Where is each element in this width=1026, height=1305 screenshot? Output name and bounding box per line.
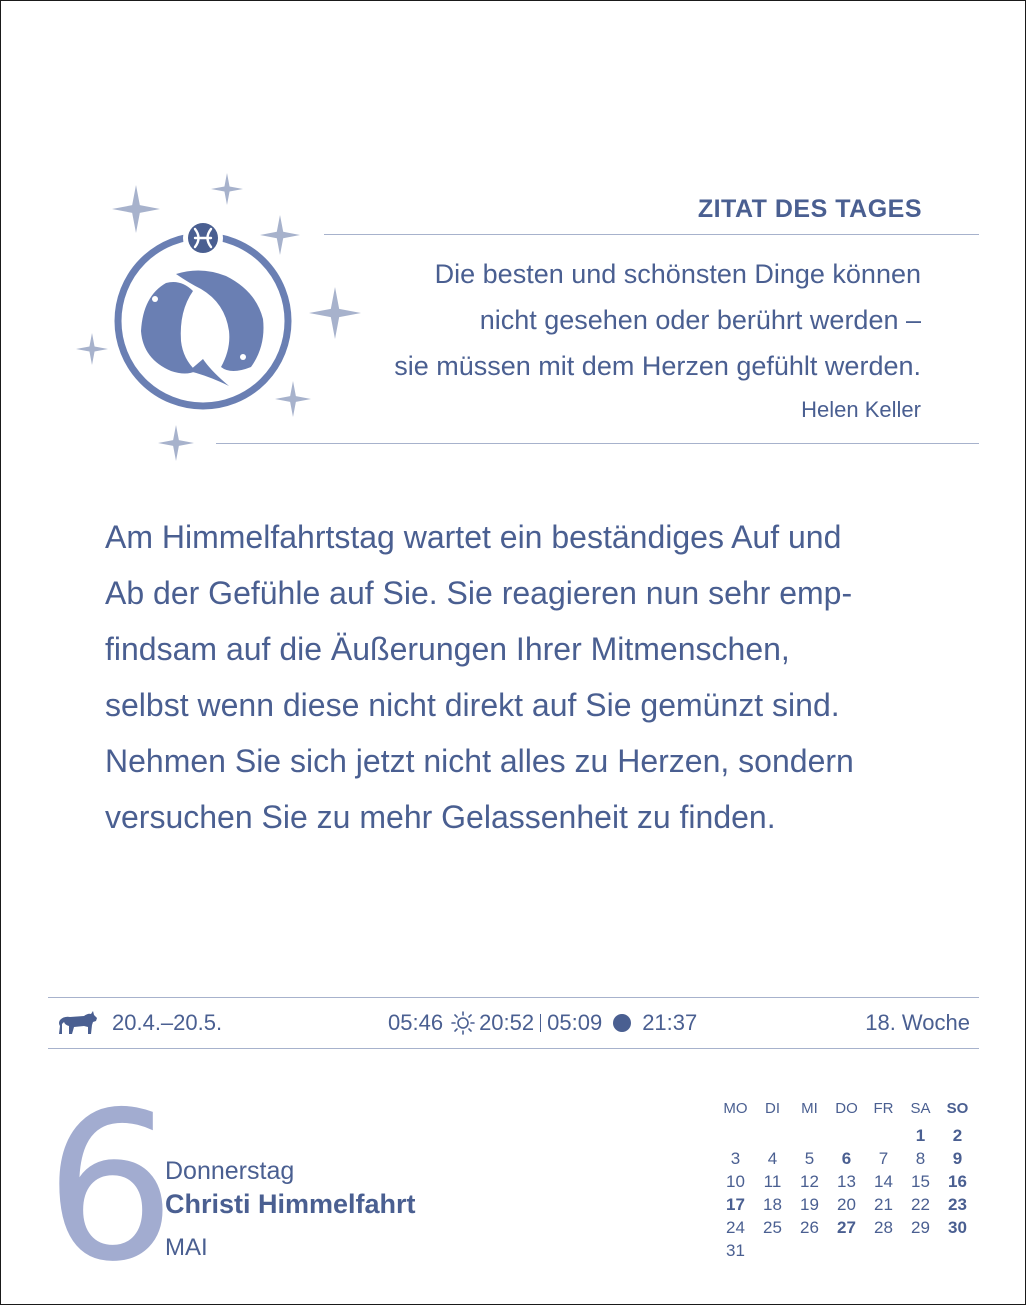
calendar-day: 30 [948, 1217, 967, 1237]
mini-calendar [717, 1096, 977, 1262]
weekday-header: DO [835, 1099, 858, 1117]
weekday: Donnerstag [165, 1157, 295, 1185]
calendar-week [717, 1147, 976, 1170]
calendar-day: 4 [767, 1148, 778, 1168]
calendar-day: 15 [911, 1171, 930, 1191]
moon-icon [610, 1011, 638, 1035]
moonset-time: 21:37 [642, 1010, 698, 1035]
calendar-day: 21 [874, 1194, 893, 1214]
info-bar [48, 1008, 970, 1040]
calendar-week [717, 1170, 976, 1193]
calendar-day [865, 1239, 902, 1262]
calendar-day [754, 1124, 791, 1147]
calendar-day: 27 [837, 1217, 856, 1237]
calendar-day: 12 [800, 1171, 819, 1191]
quote-text [281, 251, 921, 389]
calendar-day: 28 [874, 1217, 893, 1237]
quote-top-divider [324, 234, 979, 235]
calendar-day: 31 [726, 1240, 745, 1260]
calendar-day: 3 [730, 1148, 741, 1168]
calendar-day: 22 [911, 1194, 930, 1214]
calendar-day: 14 [874, 1171, 893, 1191]
calendar-day: 13 [837, 1171, 856, 1191]
holiday-name: Christi Himmelfahrt [165, 1189, 416, 1219]
calendar-day: 10 [726, 1171, 745, 1191]
horoscope-line: selbst wenn diese nicht direkt auf Sie gemünzt sind. [105, 687, 840, 723]
horoscope-line: Am Himmelfahrtstag wartet ein beständiges Auf und [105, 519, 842, 555]
quote-line: sie müssen mit dem Herzen gefühlt werden. [394, 351, 921, 381]
calendar-day: 7 [878, 1148, 889, 1168]
quote-line: Die besten und schönsten Dinge können [434, 259, 921, 289]
calendar-day [754, 1239, 791, 1262]
calendar-day: 24 [726, 1217, 745, 1237]
weekday-header: MO [723, 1099, 748, 1117]
sun-moon-times [388, 1010, 697, 1036]
day-number: 6 [45, 1069, 176, 1305]
week-number: 18. Woche [865, 1010, 970, 1035]
calendar-day: 20 [837, 1194, 856, 1214]
calendar-day: 16 [948, 1171, 967, 1191]
calendar-day [939, 1239, 976, 1262]
quote-author: Helen Keller [801, 397, 921, 422]
calendar-week [717, 1216, 976, 1239]
calendar-day: 17 [726, 1194, 745, 1214]
zodiac-date-range: 20.4.–20.5. [112, 1010, 223, 1035]
quote-heading: ZITAT DES TAGES [697, 195, 922, 223]
calendar-day [791, 1239, 828, 1262]
sunset-time: 20:52 [479, 1010, 535, 1035]
calendar-day [902, 1239, 939, 1262]
calendar-week [717, 1193, 976, 1216]
calendar-day: 2 [952, 1125, 963, 1145]
info-bar-bottom-divider [48, 1048, 979, 1049]
calendar-day: 11 [763, 1171, 782, 1191]
moonrise-time: 05:09 [547, 1010, 603, 1035]
calendar-day: 8 [915, 1148, 926, 1168]
calendar-day [828, 1124, 865, 1147]
weekday-header: SA [910, 1099, 931, 1117]
weekday-header: SO [946, 1099, 969, 1117]
time-separator [540, 1014, 541, 1032]
calendar-day [791, 1124, 828, 1147]
sun-icon [449, 1011, 477, 1035]
quote-bottom-divider [216, 443, 979, 444]
weekday-header: MI [801, 1099, 818, 1117]
horoscope-line: versuchen Sie zu mehr Gelassenheit zu finden. [105, 799, 776, 835]
sunrise-time: 05:46 [388, 1010, 444, 1035]
calendar-day: 25 [763, 1217, 782, 1237]
horoscope-line: Ab der Gefühle auf Sie. Sie reagieren nun sehr emp- [105, 575, 853, 611]
quote-line: nicht gesehen oder berührt werden – [479, 305, 921, 335]
calendar-day: 18 [763, 1194, 782, 1214]
calendar-day: 19 [800, 1194, 819, 1214]
calendar-day: 29 [911, 1217, 930, 1237]
calendar-week [717, 1239, 976, 1262]
month-name: MAI [165, 1234, 208, 1261]
calendar-day: 23 [948, 1194, 967, 1214]
horoscope-text [105, 509, 985, 845]
calendar-day: 1 [915, 1125, 926, 1145]
info-bar-top-divider [48, 997, 979, 998]
calendar-day [865, 1124, 902, 1147]
calendar-day [717, 1124, 754, 1147]
horoscope-line: findsam auf die Äußerungen Ihrer Mitmenschen, [105, 631, 790, 667]
calendar-day: 5 [804, 1148, 815, 1168]
calendar-day: 6 [841, 1148, 852, 1168]
taurus-bull-icon [58, 1010, 98, 1036]
calendar-day: 9 [952, 1148, 963, 1168]
calendar-day [828, 1239, 865, 1262]
weekday-header: FR [873, 1099, 894, 1117]
horoscope-line: Nehmen Sie sich jetzt nicht alles zu Herzen, sondern [105, 743, 854, 779]
calendar-week [717, 1124, 976, 1147]
weekday-header: DI [765, 1099, 780, 1117]
calendar-day: 26 [800, 1217, 819, 1237]
